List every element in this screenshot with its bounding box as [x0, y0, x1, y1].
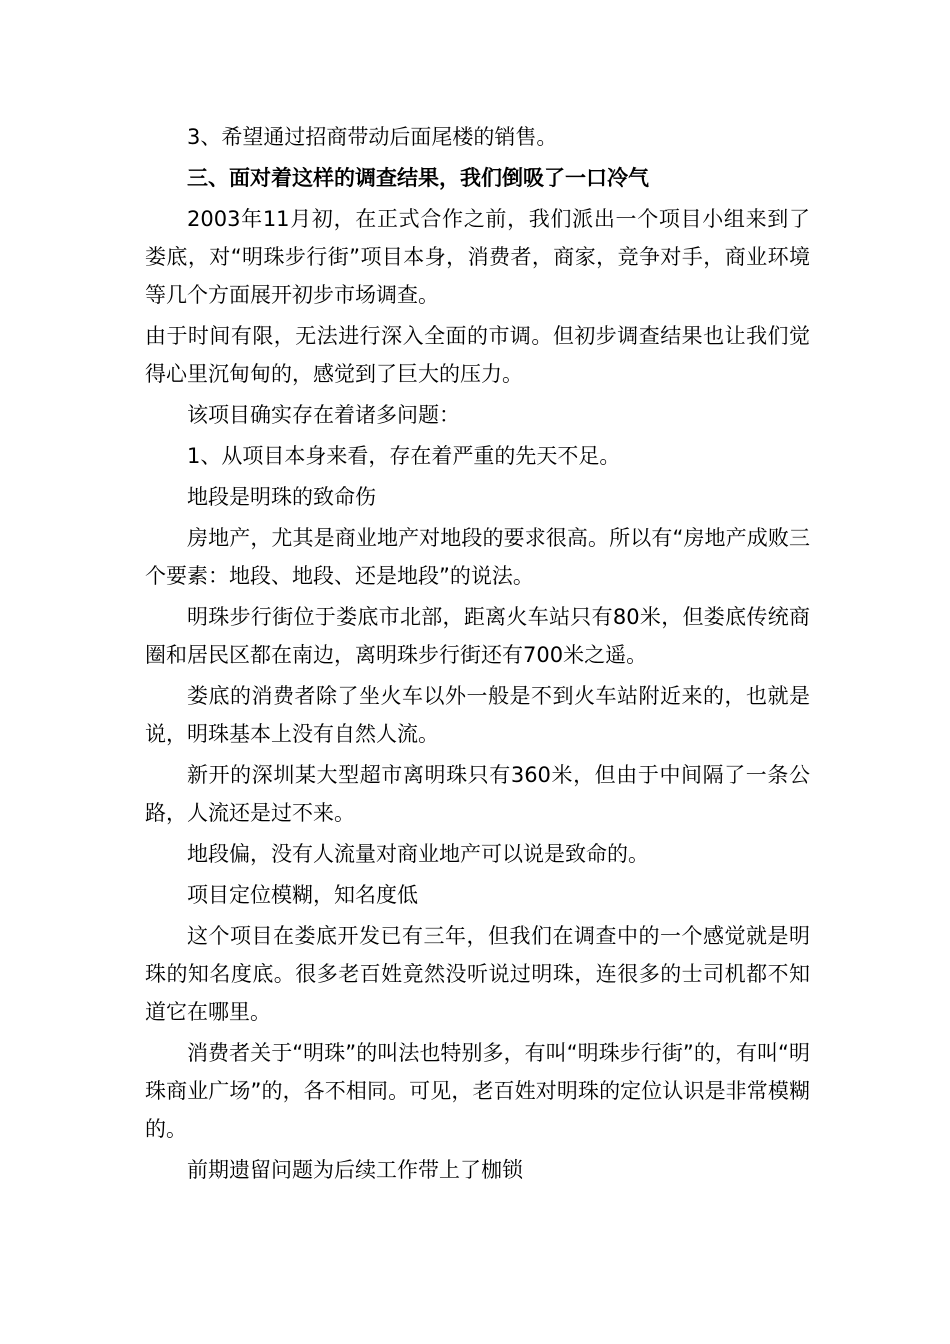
- paragraph-6: 1、从项目本身来看，存在着严重的先天不足。: [187, 444, 621, 468]
- paragraph-11: 新开的深圳某大型超市离明珠只有360米，但由于中间隔了一条公路，人流还是过不来。: [145, 763, 810, 825]
- paragraph-8: 房地产，尤其是商业地产对地段的要求很高。所以有“房地产成败三个要素：地段、地段、还是地段”的说法。: [145, 526, 810, 588]
- paragraph-9: 明珠步行街位于娄底市北部，距离火车站只有80米，但娄底传统商圈和居民区都在南边，离明珠步行街还有700米之遥。: [145, 605, 810, 667]
- paragraph-15: 消费者关于“明珠”的叫法也特别多，有叫“明珠步行街”的，有叫“明珠商业广场”的，各不相同。可见，老百姓对明珠的定位认识是非常模糊的。: [145, 1041, 810, 1141]
- paragraph-12: 地段偏，没有人流量对商业地产可以说是致命的。: [187, 842, 649, 866]
- paragraph-5: 该项目确实存在着诸多问题：: [187, 403, 460, 427]
- paragraph-10: 娄底的消费者除了坐火车以外一般是不到火车站附近来的，也就是说，明珠基本上没有自然人流。: [145, 684, 810, 746]
- paragraph-1: 3、希望通过招商带动后面尾楼的销售。: [187, 125, 558, 149]
- paragraph-4: 由于时间有限，无法进行深入全面的市调。但初步调查结果也让我们觉得心里沉甸甸的，感觉到了巨大的压力。: [145, 324, 810, 386]
- paragraph-14: 这个项目在娄底开发已有三年，但我们在调查中的一个感觉就是明珠的知名度底。很多老百姓竟然没听说过明珠，连很多的士司机都不知道它在哪里。: [145, 924, 810, 1024]
- subheading-positioning: 项目定位模糊，知名度低: [187, 883, 418, 907]
- section-heading: 三、面对着这样的调查结果，我们倒吸了一口冷气: [187, 166, 649, 190]
- subheading-location: 地段是明珠的致命伤: [187, 485, 376, 509]
- subheading-legacy-issues: 前期遗留问题为后续工作带上了枷锁: [187, 1158, 523, 1182]
- document-body: [145, 118, 810, 1192]
- paragraph-3: 2003年11月初，在正式合作之前，我们派出一个项目小组来到了娄底，对“明珠步行街”项目本身，消费者，商家，竞争对手，商业环境等几个方面展开初步市场调查。: [145, 207, 810, 307]
